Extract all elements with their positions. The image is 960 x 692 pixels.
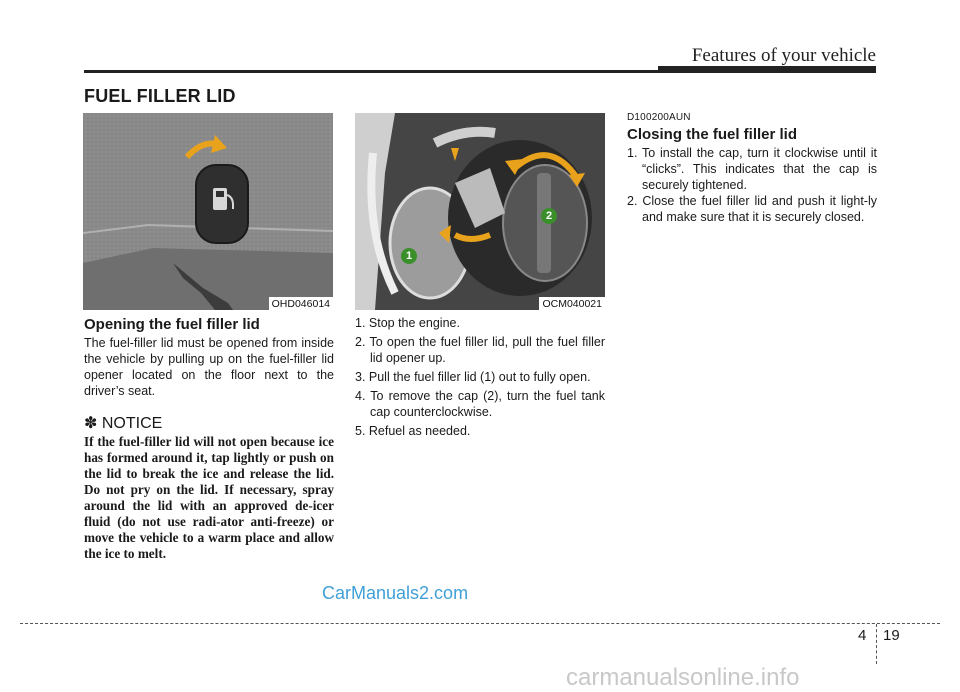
page-number-divider bbox=[876, 624, 877, 664]
opening-paragraph: The fuel-filler lid must be opened from inside the vehicle by pulling up on the fuel-filler lid opener located on the floor next to the driver’s seat. bbox=[84, 336, 334, 398]
figure-code-label: OHD046014 bbox=[269, 297, 333, 310]
footer-rule bbox=[20, 623, 940, 624]
closing-steps-list bbox=[627, 145, 877, 225]
figure-fuel-filler-open bbox=[355, 113, 605, 310]
list-item: 4. To remove the cap (2), turn the fuel tank cap counterclockwise. bbox=[355, 389, 605, 419]
fuel-filler-illustration bbox=[355, 113, 605, 310]
page-number: 19 bbox=[883, 627, 900, 644]
list-item: 2. To open the fuel filler lid, pull the fuel filler lid opener up. bbox=[355, 335, 605, 365]
notice-text: If the fuel-filler lid will not open because ice has formed around it, tap lightly or push on the lid to break the ice and release the lid. Do not pry on the lid. If necessary, spray around the lid with an approved de-icer fluid (do not use radi-ator anti-freeze) or move the vehicle to a warm place and allow the ice to melt. bbox=[84, 434, 334, 561]
section-code: D100200AUN bbox=[627, 112, 691, 123]
chapter-number: 4 bbox=[858, 627, 867, 644]
header-title: Features of your vehicle bbox=[691, 45, 876, 66]
list-item: 3. Pull the fuel filler lid (1) out to fully open. bbox=[355, 370, 591, 384]
closing-heading: Closing the fuel filler lid bbox=[627, 126, 798, 143]
figure-code-label: OCM040021 bbox=[539, 297, 605, 310]
notice-title-text: NOTICE bbox=[101, 415, 163, 432]
callout-1: 1 bbox=[401, 248, 417, 264]
figure-fuel-lid-opener bbox=[83, 113, 333, 310]
header-rule bbox=[84, 70, 658, 73]
fuel-lid-opener-illustration bbox=[83, 113, 333, 310]
header-tab bbox=[658, 66, 876, 73]
notice-title bbox=[84, 413, 162, 433]
list-item: 1. To install the cap, turn it clockwise until it “clicks”. This indicates that the cap is securely tightened. bbox=[627, 146, 877, 192]
watermark-footer: carmanualsonline.info bbox=[566, 664, 800, 691]
opening-steps-list bbox=[355, 315, 605, 442]
list-item: 1. Stop the engine. bbox=[355, 316, 460, 330]
notice-symbol: ✽ bbox=[84, 415, 98, 432]
opening-heading: Opening the fuel filler lid bbox=[84, 316, 260, 333]
list-item: 2. Close the fuel filler lid and push it light-ly and make sure that it is securely closed. bbox=[627, 194, 877, 224]
watermark-link[interactable]: CarManuals2.com bbox=[322, 583, 469, 603]
callout-2: 2 bbox=[541, 208, 557, 224]
list-item: 5. Refuel as needed. bbox=[355, 424, 471, 438]
section-title: FUEL FILLER LID bbox=[84, 86, 236, 106]
